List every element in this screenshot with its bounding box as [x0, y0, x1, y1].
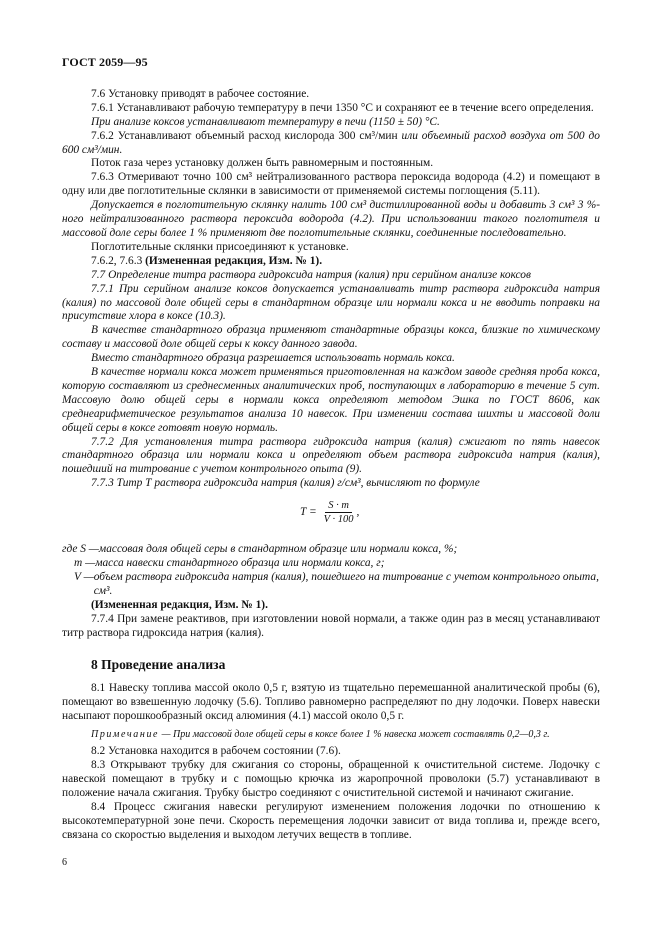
legend-text: масса навески стандартного образца или нормали кокса, г;: [95, 557, 385, 570]
note-text: — При массовой доле общей серы в коксе более 1 % навеска может составлять 0,2—0,3 г.: [159, 729, 550, 741]
para-8-4: 8.4 Процесс сжигания навески регулируют изменением положения лодочки по отношению к высокотемпературной зоне печи. Скорость перемещения лодочки зависит от вида топлива и, прежде всего, связана со скоростью выделения и выходом летучих веществ в топливе.: [62, 800, 600, 841]
para-7-6-1: 7.6.1 Устанавливают рабочую температуру в печи 1350 °С и сохраняют ее в течение всего определения.: [91, 101, 594, 114]
titer-formula: [62, 499, 600, 535]
page-number: 6: [62, 857, 67, 868]
formula-numerator: S · m: [325, 499, 352, 513]
para-standard-sample: В качестве стандартного образца применяют стандартные образцы кокса, близкие по химическому составу и массовой доле общей серы к коксу данного завода.: [62, 324, 600, 351]
formula-legend: [62, 543, 600, 599]
para-7-6-2-italic: или объемный расход воздуха от 500 до 600 см³/мин.: [62, 129, 601, 156]
document-page: [62, 56, 600, 842]
para-7-7-3: 7.7.3 Титр Т раствора гидроксида натрия (калия) г/см³, вычисляют по формуле: [91, 477, 480, 490]
amendment-note: (Измененная редакция, Изм. № 1).: [145, 254, 323, 267]
formula-expression: [300, 499, 359, 526]
legend-text: объем раствора гидроксида натрия (калия), пошедшего на титрование с учетом контрольного опыта, см³.: [93, 571, 599, 597]
legend-row-m: [62, 557, 600, 571]
legend-label: где S —: [62, 543, 99, 556]
formula-lhs: T =: [300, 505, 317, 518]
legend-label: V —: [74, 571, 94, 583]
para-7-6-1-italic: При анализе коксов устанавливают температуру в печи (1150 ± 50) °С.: [91, 115, 440, 128]
para-7-7-1: 7.7.1 При серийном анализе коксов допускается устанавливать титр раствора гидроксида натрия (калия) по массовой доле общей серы в стандартном образце или нормали кокса и не вводить поправки на присутствие хлора в коксе (10.3).: [62, 282, 600, 323]
document-header: ГОСТ 2059—95: [62, 55, 148, 69]
para-amendment-2: (Измененная редакция, Изм. № 1).: [91, 598, 268, 611]
para-gas-flow: Поток газа через установку должен быть равномерным и постоянным.: [91, 157, 434, 170]
formula-trail: ,: [356, 505, 360, 518]
note: [62, 728, 600, 742]
para-8-1: 8.1 Навеску топлива массой около 0,5 г, взятую из тщательно перемешанной аналитической пробы (6), помещают во взвешенную лодочку (5.6). Топливо равномерно распределяют по дну лодочки. Поверх навески насыпают порошкообразный оксид алюминия (4.1) массой около 0,5 г.: [62, 682, 600, 723]
legend-row-s: [62, 543, 600, 557]
formula-fraction: [321, 499, 357, 526]
para-7-7: 7.7 Определение титра раствора гидроксида натрия (калия) при серийном анализе коксов: [91, 268, 531, 281]
legend-text: массовая доля общей серы в стандартном образце или нормали кокса, %;: [98, 543, 458, 556]
para-7-7-2: 7.7.2 Для установления титра раствора гидроксида натрия (калия) сжигают по пять навесок стандартного образца или нормали кокса и определяют объем раствора гидроксида натрия (калия), пошедший на титрование с учетом контрольного опыта (9).: [62, 435, 600, 476]
para-8-2: 8.2 Установка находится в рабочем состоянии (7.6).: [91, 745, 341, 758]
section-heading-8: 8 Проведение анализа: [91, 656, 226, 672]
para-7-6-2-text: 7.6.2 Устанавливают объемный расход кислорода 300 см³/мин: [91, 129, 402, 142]
para-attach: Поглотительные склянки присоединяют к установке.: [91, 240, 349, 253]
para-7-7-4: 7.7.4 При замене реактивов, при изготовлении новой нормали, а также один раз в месяц устанавливают титр раствора гидроксида натрия (калия).: [62, 612, 600, 639]
para-7-6-3: 7.6.3 Отмеривают точно 100 см³ нейтрализованного раствора пероксида водорода (4.2) и помещают в одну или две поглотительные склянки в зависимости от применяемой системы поглощения (5.11).: [62, 171, 600, 198]
legend-row-v: [62, 571, 600, 599]
para-7-6-3-italic: Допускается в поглотительную склянку налить 100 см³ дистиллированной воды и добавить 3 см³ 3 %-ного нейтрализованного раствора пероксида водорода (4.2). При использовании такого поглотителя и массовой доле серы более 1 % применяют две поглотительные склянки, соединенные последовательно.: [62, 199, 600, 239]
legend-label: m —: [74, 557, 96, 570]
para-7-6-2: [62, 130, 600, 158]
para-7-6: 7.6 Установку приводят в рабочее состояние.: [91, 87, 310, 100]
note-label: Примечание: [91, 729, 160, 741]
para-8-3: 8.3 Открывают трубку для сжигания со стороны, обращенной к очистительной системе. Лодочку с навеской помещают в трубку и с помощью крючка из жаропрочной проволоки (5.7) устанавливают в положение начала сжигания. Трубку быстро соединяют с очистительной системой и начинают сжигание.: [62, 758, 600, 799]
para-instead: Вместо стандартного образца разрешается использовать нормаль кокса.: [91, 352, 455, 365]
para-coke-norm: В качестве нормали кокса может применяться приготовленная на каждом заводе средняя проба кокса, которую составляют из среднесменных аналитических проб, поступающих в лабораторию в течение 5 сут. Массовую долю общей серы в нормали кокса определяют методом Эшка по ГОСТ 8606, как среднеарифметическое результатов анализа 10 навесок. При изменении состава шихты и массовой доли общей серы в коксе готовят новую нормаль.: [62, 366, 600, 434]
formula-denominator: V · 100: [323, 514, 354, 526]
para-amendment-1: [62, 255, 600, 269]
amendment-refs: 7.6.2, 7.6.3: [91, 254, 146, 267]
